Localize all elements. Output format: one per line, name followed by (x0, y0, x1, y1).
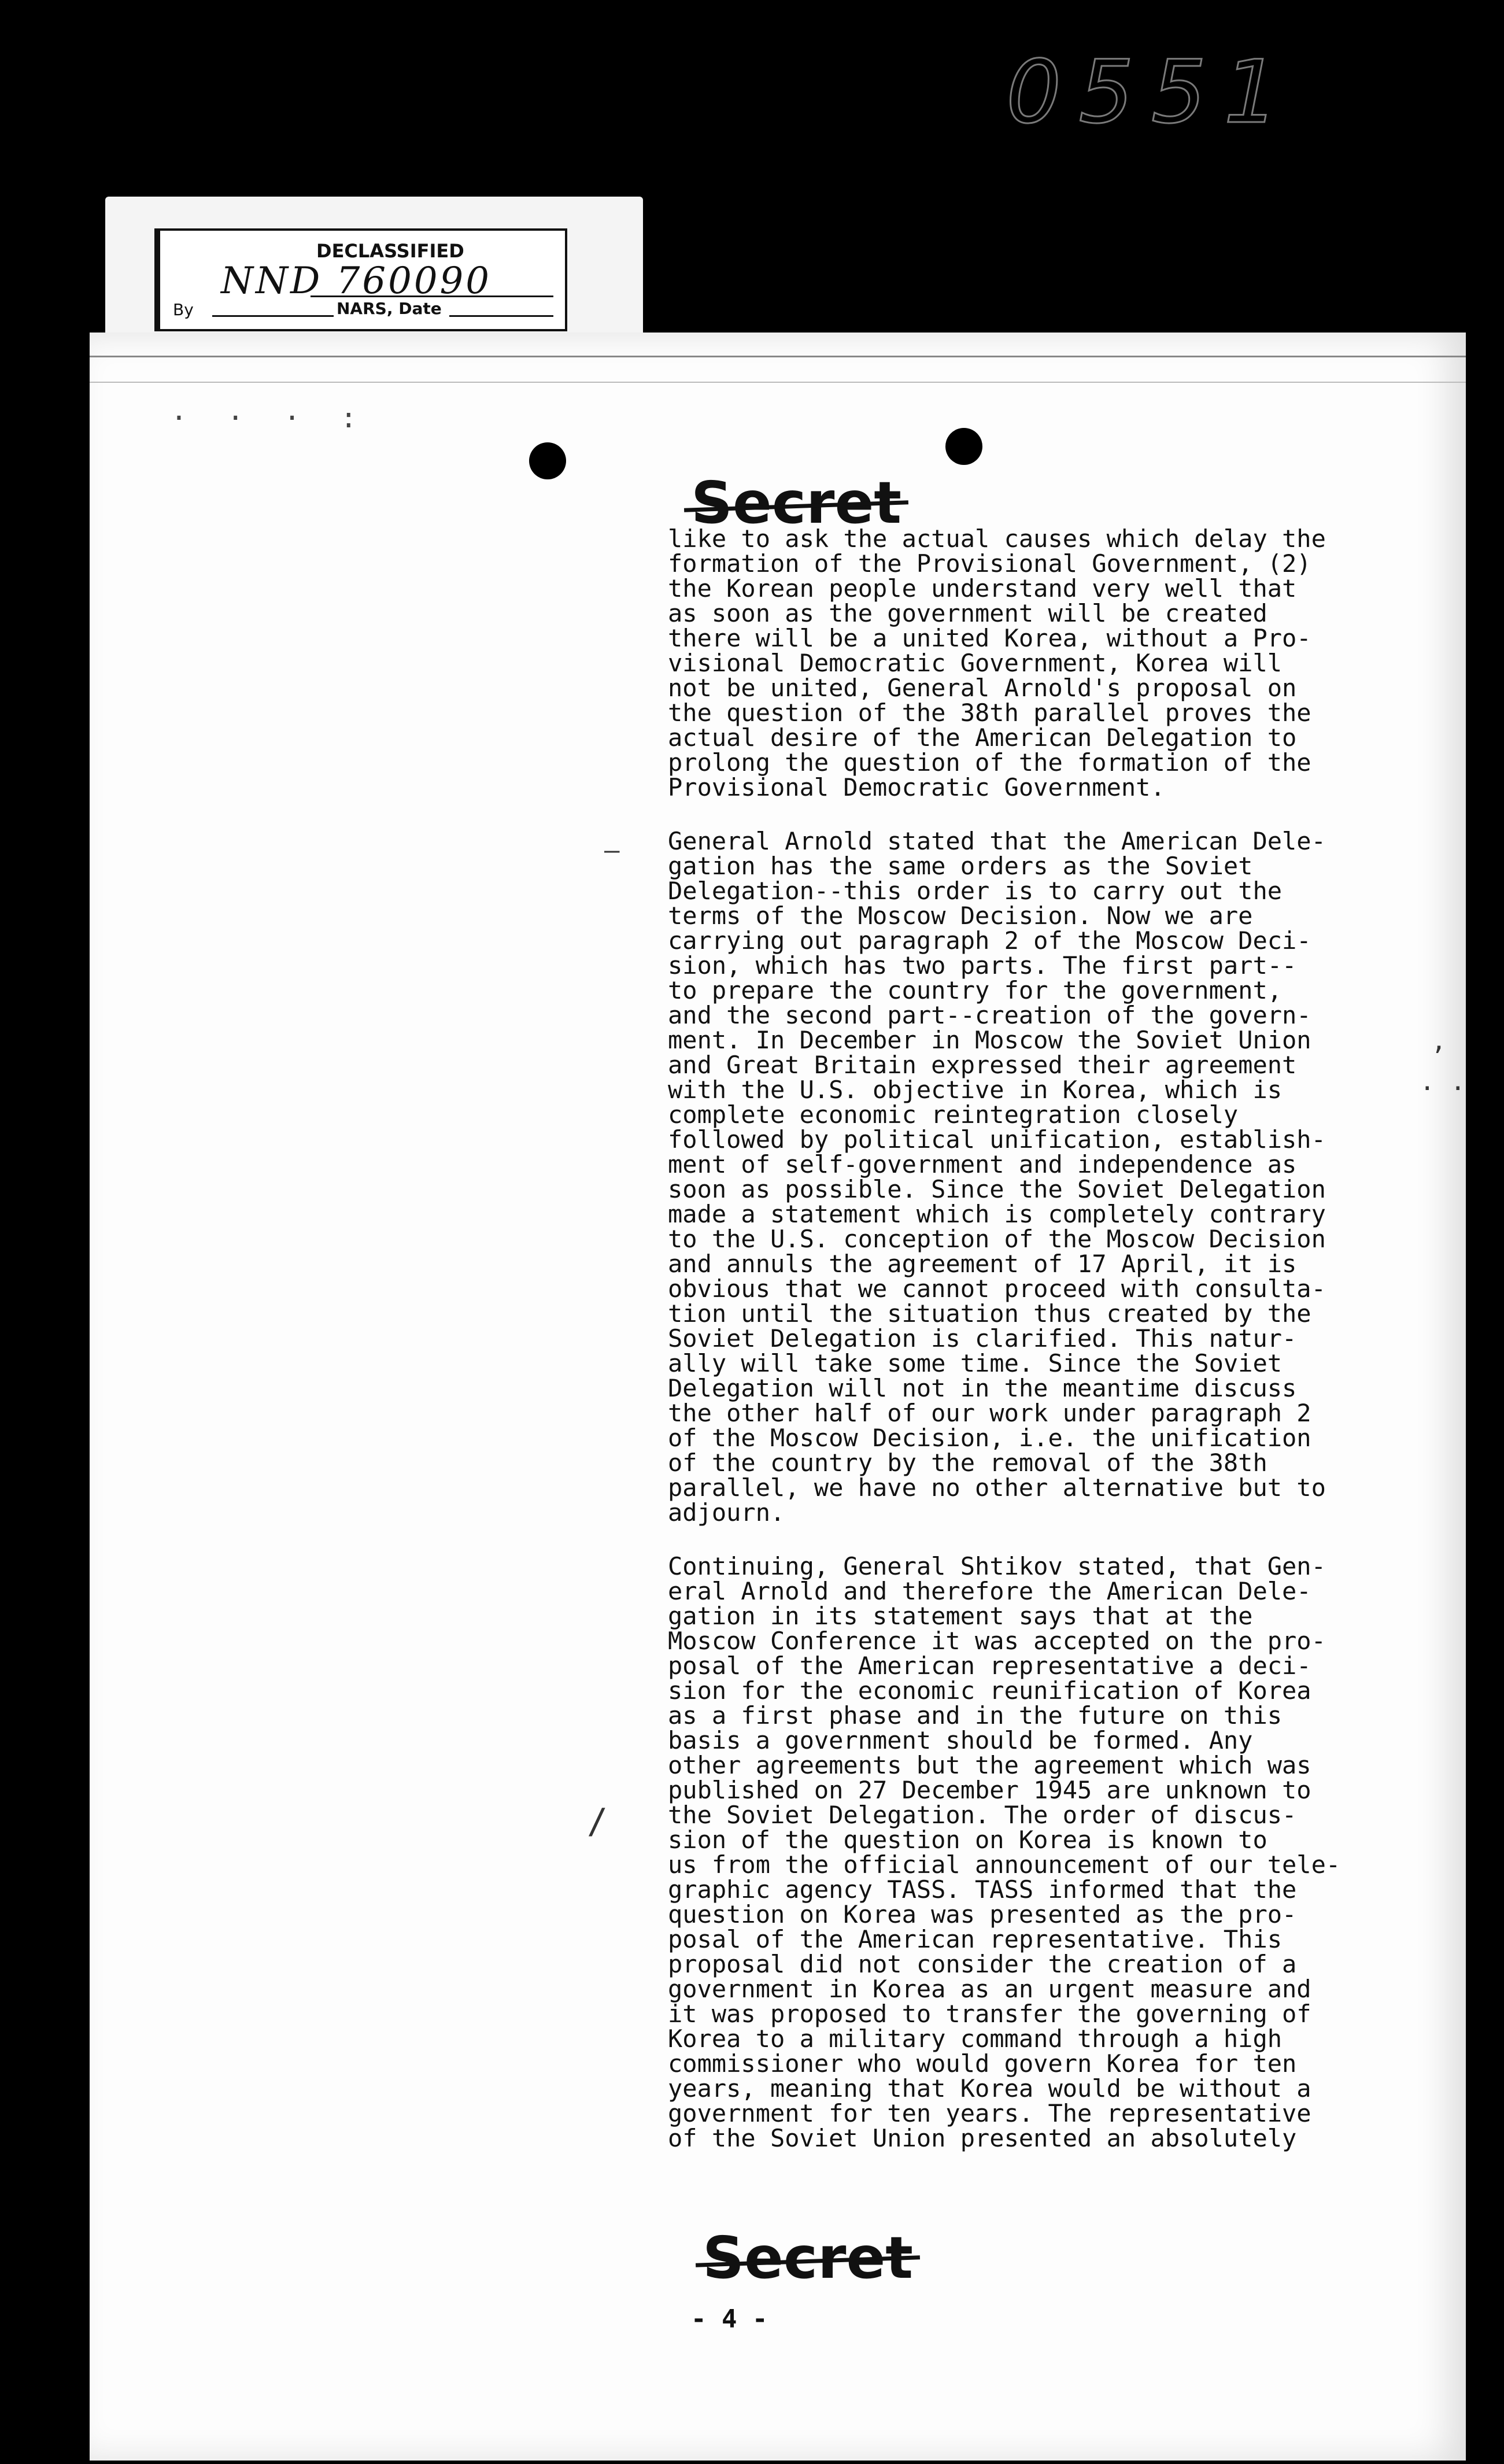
frame-number: 0551 (1006, 42, 1296, 143)
by-label: By (173, 300, 194, 319)
secret-stamp-top-text: Secret (691, 469, 902, 537)
document-page (90, 333, 1466, 2461)
authority-underline (311, 295, 553, 297)
margin-dots-mark: . . (1420, 1067, 1466, 1096)
page-top-rule-secondary (90, 382, 1466, 383)
paragraph-1: like to ask the actual causes which delay the formation of the Provisional Government, (2) the Korean people understand very well that as soon as the government will be created there will be a united Korea, without a Pro- visional Democratic Government, Korea will not be united, General Arnold's proposal on the question of the 38th parallel proves the actual desire of the American Delegation to prolong the question of the formation of the Provisional Democratic Government. (668, 524, 1326, 801)
margin-comma-mark: , (1431, 1026, 1447, 1056)
paragraph-3: Continuing, General Shtikov stated, that Gen- eral Arnold and therefore the American Dele- gation in its statement says that at the Moscow Conference it was accepted on the pro- posal of the American representative a deci- sion for the economic reunification of Korea as a first phase and in the future on this basis a government should be formed. Any other agreements but the agreement which was published on 27 December 1945 are unknown to the Soviet Delegation. The order of discus- sion of the question on Korea is known to us from the official announcement of our tele- graphic agency TASS. TASS informed that the question on Korea was presented as the pro- posal of the American representative. This proposal did not consider the creation of a government in Korea as an urgent measure and it was proposed to transfer the governing of Korea to a military command through a high commissioner who would govern Korea for ten years, meaning that Korea would be without a government for ten years. The representative of the Soviet Union presented an absolutely (668, 1552, 1341, 2152)
margin-slash-mark: / (587, 1801, 608, 1842)
secret-stamp-top (691, 469, 902, 537)
paragraph-2: General Arnold stated that the American Dele- gation has the same orders as the Soviet Delegation--this order is to carry out the terms of the Moscow Decision. Now we are carrying out paragraph 2 of the Moscow Deci- sion, which has two parts. The first part-- to prepare the country for the government, and the second part--creation of the govern- ment. In December in Moscow the Soviet Union and Great Britain expressed their agreement with the U.S. objective in Korea, which is complete economic reintegration closely followed by political unification, establish- ment of self-government and independence as soon as possible. Since the Soviet Delegation made a statement which is completely contrary to the U.S. conception of the Moscow Decision and annuls the agreement of 17 April, it is obvious that we cannot proceed with consulta- tion until the situation thus created by the Soviet Delegation is clarified. This natur- ally will take some time. Since the Soviet Delegation will not in the meantime discuss the other half of our work under paragraph 2 of the Moscow Decision, i.e. the unification of the country by the removal of the 38th parallel, we have no other alternative but to adjourn. (668, 827, 1326, 1527)
declassification-tab (105, 197, 643, 347)
margin-dash-mark: — (604, 836, 620, 865)
page-top-rule (90, 356, 1466, 357)
declassified-label: DECLASSIFIED (316, 240, 464, 262)
document-body (668, 526, 1437, 2179)
page-number: - 4 - (691, 2304, 768, 2334)
secret-stamp-bottom (703, 2224, 914, 2292)
punch-hole-right (945, 428, 982, 465)
by-underline (212, 315, 334, 317)
declassification-stamp (154, 228, 567, 331)
nars-date-label: NARS, Date (337, 299, 442, 318)
margin-specks: · · · : (171, 402, 369, 434)
date-underline (449, 315, 553, 317)
secret-stamp-bottom-text: Secret (703, 2224, 914, 2292)
declassification-authority: NND 760090 (221, 260, 492, 302)
punch-hole-left (529, 442, 566, 479)
